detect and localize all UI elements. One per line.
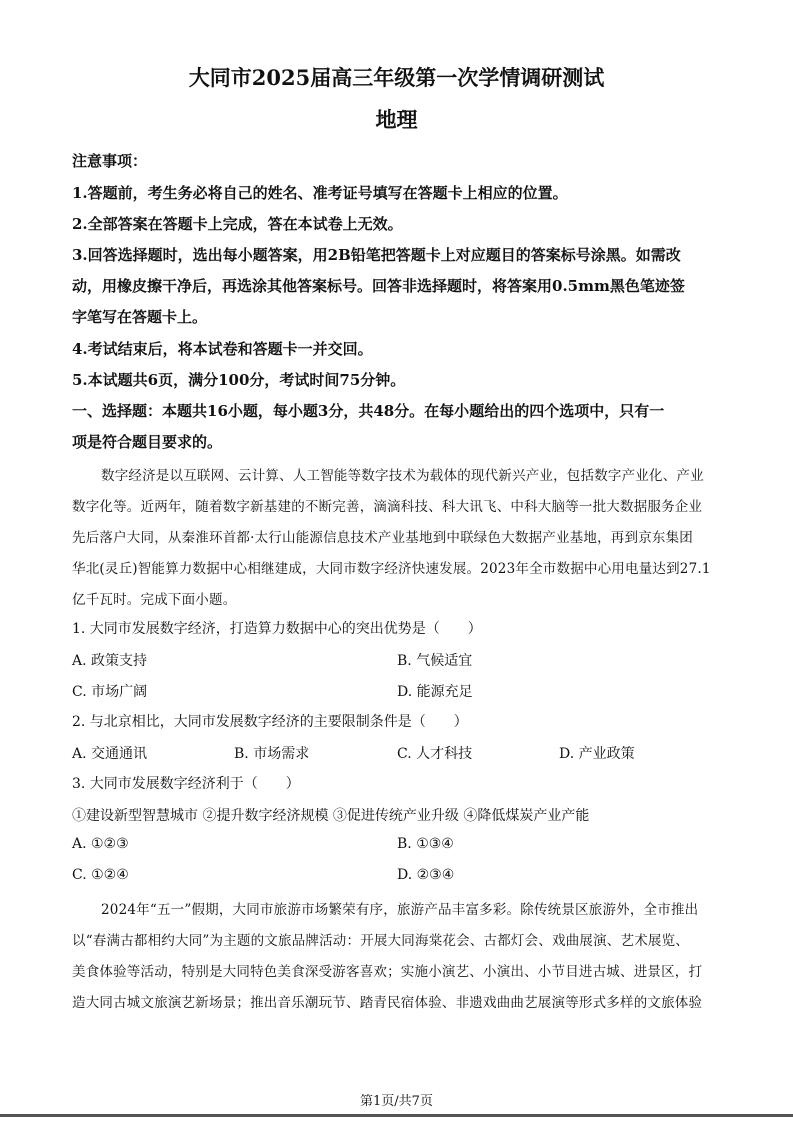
q2-option-d: D. 产业政策 [559, 746, 635, 762]
subject-title: 地理 [375, 107, 418, 132]
q1-option-d: D. 能源充足 [397, 684, 473, 700]
question-3-items: ①建设新型智慧城市 ②提升数字经济规模 ③促进传统产业升级 ④降低煤炭产业产能 [72, 808, 590, 824]
page-footer: 第1页/共7页 [360, 1094, 433, 1109]
passage1-line: 先后落户大同，从秦淮环首都·太行山能源信息技术产业基地到中联绿色大数据产业基地，再到京东集团 [72, 530, 693, 546]
notice-item: 4.考试结束后，将本试卷和答题卡一并交回。 [72, 340, 373, 358]
passage1-line: 华北(灵丘)智能算力数据中心相继建成，大同市数字经济快速发展。2023年全市数据中心用电量达到27.1 [72, 561, 711, 577]
q3-option-c: C. ①②④ [72, 867, 129, 883]
passage1-line: 数字化等。近两年，随着数字新基建的不断完善，滴滴科技、科大讯飞、中科大脑等一批大数据服务企业 [72, 499, 703, 515]
passage1-line: 亿千瓦时。完成下面小题。 [72, 592, 237, 608]
notice-heading: 注意事项： [72, 152, 148, 170]
passage2-line: 2024年“五一”假期，大同市旅游市场繁荣有序，旅游产品丰富多彩。除传统景区旅游外，全市推出 [101, 902, 699, 918]
q2-option-c: C. 人才科技 [397, 746, 473, 762]
q1-option-a: A. 政策支持 [72, 653, 148, 669]
q3-option-a: A. ①②③ [72, 836, 129, 852]
notice-item: 动，用橡皮擦干净后，再选涂其他答案标号。回答非选择题时，将答案用0.5mm黑色笔迹签 [72, 277, 685, 295]
passage2-line: 美食体验等活动，特别是大同特色美食深受游客喜欢；实施小演艺、小演出、小节目进古城、进景区，打 [72, 964, 703, 980]
notice-item: 字笔写在答题卡上。 [72, 308, 208, 326]
q3-option-d: D. ②③④ [397, 867, 455, 883]
q1-option-c: C. 市场广阔 [72, 684, 148, 700]
notice-item: 3.回答选择题时，选出每小题答案，用2B铅笔把答题卡上对应题目的答案标号涂黑。如需改 [72, 246, 681, 264]
q3-option-b: B. ①③④ [397, 836, 454, 852]
q2-option-a: A. 交通通讯 [72, 746, 148, 762]
section-heading: 一、选择题：本题共16小题，每小题3分，共48分。在每小题给出的四个选项中，只有一 [72, 402, 665, 420]
question-1-stem: 1. 大同市发展数字经济，打造算力数据中心的突出优势是（ ） [72, 621, 482, 637]
notice-item: 1.答题前，考生务必将自己的姓名、准考证号填写在答题卡上相应的位置。 [72, 184, 568, 202]
q1-option-b: B. 气候适宜 [397, 653, 473, 669]
bottom-divider [0, 1114, 793, 1117]
passage2-line: 造大同古城文旅演艺新场景；推出音乐潮玩节、踏青民宿体验、非遗戏曲曲艺展演等形式多样的文旅体验 [72, 995, 703, 1011]
section-heading-cont: 项是符合题目要求的。 [72, 433, 223, 451]
exam-title: 大同市2025届高三年级第一次学情调研测试 [188, 65, 605, 90]
passage2-line: 以“春满古都相约大同”为主题的文旅品牌活动：开展大同海棠花会、古都灯会、戏曲展演、艺术展览、 [72, 933, 690, 949]
passage1-line: 数字经济是以互联网、云计算、人工智能等数字技术为载体的现代新兴产业，包括数字产业化、产业 [101, 468, 704, 484]
q2-option-b: B. 市场需求 [234, 746, 310, 762]
notice-item: 5.本试题共6页，满分100分，考试时间75分钟。 [72, 371, 406, 389]
question-3-stem: 3. 大同市发展数字经济利于（ ） [72, 776, 300, 792]
notice-item: 2.全部答案在答题卡上完成，答在本试卷上无效。 [72, 215, 403, 233]
question-2-stem: 2. 与北京相比，大同市发展数字经济的主要限制条件是（ ） [72, 714, 468, 730]
